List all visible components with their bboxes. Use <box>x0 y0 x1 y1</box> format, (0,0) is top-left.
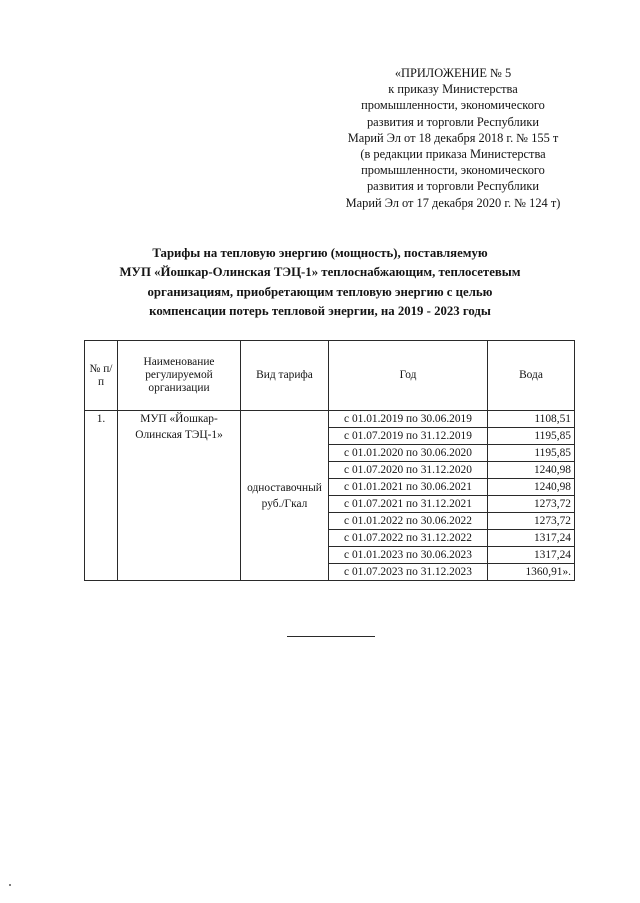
table-header-row <box>85 341 575 411</box>
value-cell: 1273,72 <box>488 513 575 530</box>
tariff-kind: одноставочный руб./Гкал <box>241 411 329 581</box>
period-cell: с 01.01.2022 по 30.06.2022 <box>329 513 488 530</box>
header-line: к приказу Министерства <box>388 82 518 97</box>
value-cell: 1273,72 <box>488 496 575 513</box>
header-year: Год <box>329 341 488 411</box>
closing-divider <box>287 636 375 637</box>
period-cell: с 01.01.2023 по 30.06.2023 <box>329 547 488 564</box>
period-cell: с 01.07.2020 по 31.12.2020 <box>329 462 488 479</box>
period-cell: с 01.07.2023 по 31.12.2023 <box>329 564 488 581</box>
document-title <box>60 244 580 322</box>
period-cell: с 01.07.2019 по 31.12.2019 <box>329 428 488 445</box>
value-cell: 1195,85 <box>488 428 575 445</box>
title-line: компенсации потерь тепловой энергии, на 2019 - 2023 годы <box>149 304 491 319</box>
title-line: Тарифы на тепловую энергию (мощность), поставляемую <box>152 246 488 260</box>
value-cell: 1108,51 <box>488 411 575 428</box>
scan-speck <box>9 884 11 886</box>
period-cell: с 01.01.2020 по 30.06.2020 <box>329 445 488 462</box>
period-cell: с 01.07.2022 по 31.12.2022 <box>329 530 488 547</box>
header-line: промышленности, экономического <box>361 163 545 178</box>
value-cell: 1195,85 <box>488 445 575 462</box>
title-line: МУП «Йошкар-Олинская ТЭЦ-1» теплоснабжающим, теплосетевым <box>119 265 521 280</box>
value-cell: 1360,91». <box>488 564 575 581</box>
header-line: развития и торговли Республики <box>366 179 539 194</box>
period-cell: с 01.07.2021 по 31.12.2021 <box>329 496 488 513</box>
tariff-table <box>84 340 575 581</box>
header-water: Вода <box>488 341 575 411</box>
value-cell: 1240,98 <box>488 479 575 496</box>
organization-name: МУП «Йошкар-Олинская ТЭЦ-1» <box>118 411 241 581</box>
header-line: Марий Эл от 17 декабря 2020 г. № 124 т) <box>345 195 561 210</box>
period-cell: с 01.01.2019 по 30.06.2019 <box>329 411 488 428</box>
value-cell: 1317,24 <box>488 547 575 564</box>
header-line: развития и торговли Республики <box>366 114 539 129</box>
header-line: «ПРИЛОЖЕНИЕ № 5 <box>394 66 512 80</box>
header-line: промышленности, экономического <box>361 98 545 113</box>
table-row <box>85 411 575 428</box>
value-cell: 1240,98 <box>488 462 575 479</box>
header-kind: Вид тарифа <box>241 341 329 411</box>
period-cell: с 01.01.2021 по 30.06.2021 <box>329 479 488 496</box>
title-line: организациям, приобретающим тепловую энергию с целью <box>147 284 493 299</box>
header-line: Марий Эл от 18 декабря 2018 г. № 155 т <box>347 130 559 145</box>
value-cell: 1317,24 <box>488 530 575 547</box>
header-line: (в редакции приказа Министерства <box>360 147 546 162</box>
header-org: Наименование регулируемой организации <box>118 341 241 411</box>
appendix-header <box>318 65 588 211</box>
row-number: 1. <box>85 411 118 581</box>
header-num: № п/п <box>85 341 118 411</box>
